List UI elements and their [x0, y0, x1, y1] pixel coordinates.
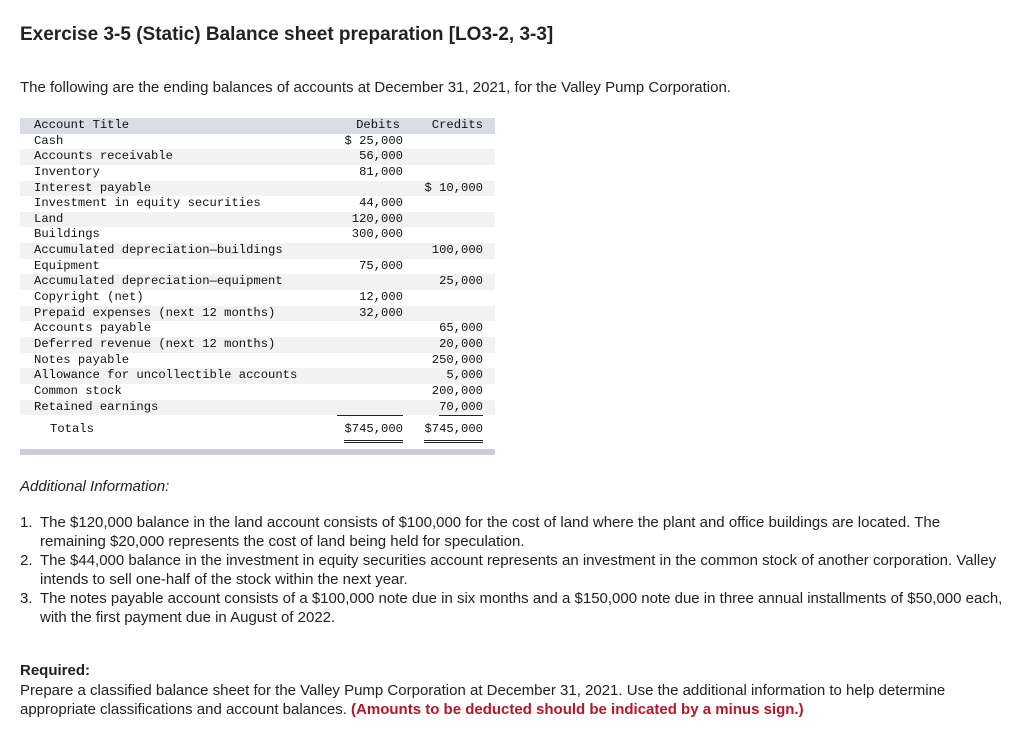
totals-row — [20, 418, 495, 440]
debit-cell: 12,000 — [359, 290, 403, 305]
list-item — [20, 589, 1010, 627]
header-debits: Debits — [356, 118, 400, 132]
required-instructions: Prepare a classified balance sheet for the Valley Pump Corporation at December 31, 2021. Use the additional information to help determine appropriate classifications and account balances. — [20, 682, 946, 718]
credit-cell: 5,000 — [446, 368, 483, 383]
table-row — [20, 196, 495, 212]
table-row — [20, 290, 495, 306]
totals-debit: $745,000 — [344, 418, 403, 443]
debit-cell: 120,000 — [351, 211, 403, 226]
table-row — [20, 400, 495, 416]
table-row — [20, 368, 495, 384]
table-row — [20, 134, 495, 150]
table-body — [20, 134, 495, 416]
required-text — [20, 681, 1005, 719]
header-credits: Credits — [431, 118, 483, 132]
debit-cell: $ 25,000 — [344, 133, 403, 148]
account-cell: Cash — [34, 133, 64, 148]
table-row — [20, 337, 495, 353]
account-cell: Buildings — [34, 227, 100, 242]
debit-cell: 44,000 — [359, 196, 403, 211]
account-cell: Deferred revenue (next 12 months) — [34, 336, 276, 351]
list-item — [20, 513, 1010, 551]
account-cell: Accounts receivable — [34, 149, 173, 164]
intro-text: The following are the ending balances of accounts at December 31, 2021, for the Valley Pump Corporation. — [20, 79, 731, 96]
account-cell: Accounts payable — [34, 321, 152, 336]
debit-cell: 56,000 — [359, 149, 403, 164]
credit-cell: 250,000 — [431, 352, 483, 367]
page-title: Exercise 3-5 (Static) Balance sheet preparation [LO3-2, 3-3] — [20, 24, 554, 45]
additional-info-heading: Additional Information: — [20, 478, 170, 495]
header-account-title: Account Title — [34, 118, 130, 132]
credit-cell: 70,000 — [439, 400, 483, 417]
credit-cell: 25,000 — [439, 274, 483, 289]
totals-credit: $745,000 — [424, 418, 483, 443]
table-bottom-divider — [20, 449, 495, 455]
totals-label: Totals — [50, 422, 94, 437]
account-cell: Allowance for uncollectible accounts — [34, 368, 298, 383]
additional-info-list — [20, 513, 1010, 627]
list-item-number: 1. — [20, 514, 33, 531]
credit-cell: 20,000 — [439, 336, 483, 351]
account-cell: Notes payable — [34, 352, 130, 367]
required-note: (Amounts to be deducted should be indicated by a minus sign.) — [351, 701, 804, 718]
table-row — [20, 227, 495, 243]
trial-balance-table — [20, 118, 495, 455]
list-item-number: 3. — [20, 590, 33, 607]
list-item-text: The notes payable account consists of a $100,000 note due in six months and a $150,000 note due in three annual installments of $50,000 each, with the first payment due in August of 2022. — [40, 590, 1003, 626]
debit-cell: 81,000 — [359, 164, 403, 179]
credit-cell: $ 10,000 — [424, 180, 483, 195]
list-item-text: The $44,000 balance in the investment in equity securities account represents an investment in the common stock of another corporation. Valley intends to sell one-half of the stock within the next year. — [40, 552, 997, 588]
table-row — [20, 321, 495, 337]
table-row — [20, 243, 495, 259]
debit-cell: 300,000 — [351, 227, 403, 242]
list-item-number: 2. — [20, 552, 33, 569]
credit-cell: 100,000 — [431, 243, 483, 258]
account-cell: Prepaid expenses (next 12 months) — [34, 305, 276, 320]
list-item — [20, 551, 1010, 589]
table-row — [20, 181, 495, 197]
table-row — [20, 384, 495, 400]
list-item-text: The $120,000 balance in the land account consists of $100,000 for the cost of land where the plant and office buildings are located. The remaining $20,000 represents the cost of land being held for speculation. — [40, 514, 941, 550]
account-cell: Land — [34, 211, 64, 226]
table-row — [20, 274, 495, 290]
credit-cell: 65,000 — [439, 321, 483, 336]
credit-cell: 200,000 — [431, 383, 483, 398]
debit-cell: 32,000 — [359, 305, 403, 320]
account-cell: Investment in equity securities — [34, 196, 261, 211]
table-row — [20, 353, 495, 369]
account-cell: Interest payable — [34, 180, 152, 195]
table-row — [20, 165, 495, 181]
debit-cell — [337, 400, 403, 416]
account-cell: Copyright (net) — [34, 290, 144, 305]
table-header-row — [20, 118, 495, 134]
table-row — [20, 259, 495, 275]
account-cell: Retained earnings — [34, 399, 159, 414]
account-cell: Equipment — [34, 258, 100, 273]
account-cell: Accumulated depreciation—buildings — [34, 243, 283, 258]
account-cell: Common stock — [34, 383, 122, 398]
table-row — [20, 149, 495, 165]
account-cell: Accumulated depreciation—equipment — [34, 274, 283, 289]
required-heading: Required: — [20, 662, 91, 679]
table-row — [20, 306, 495, 322]
debit-cell: 75,000 — [359, 258, 403, 273]
table-row — [20, 212, 495, 228]
account-cell: Inventory — [34, 164, 100, 179]
